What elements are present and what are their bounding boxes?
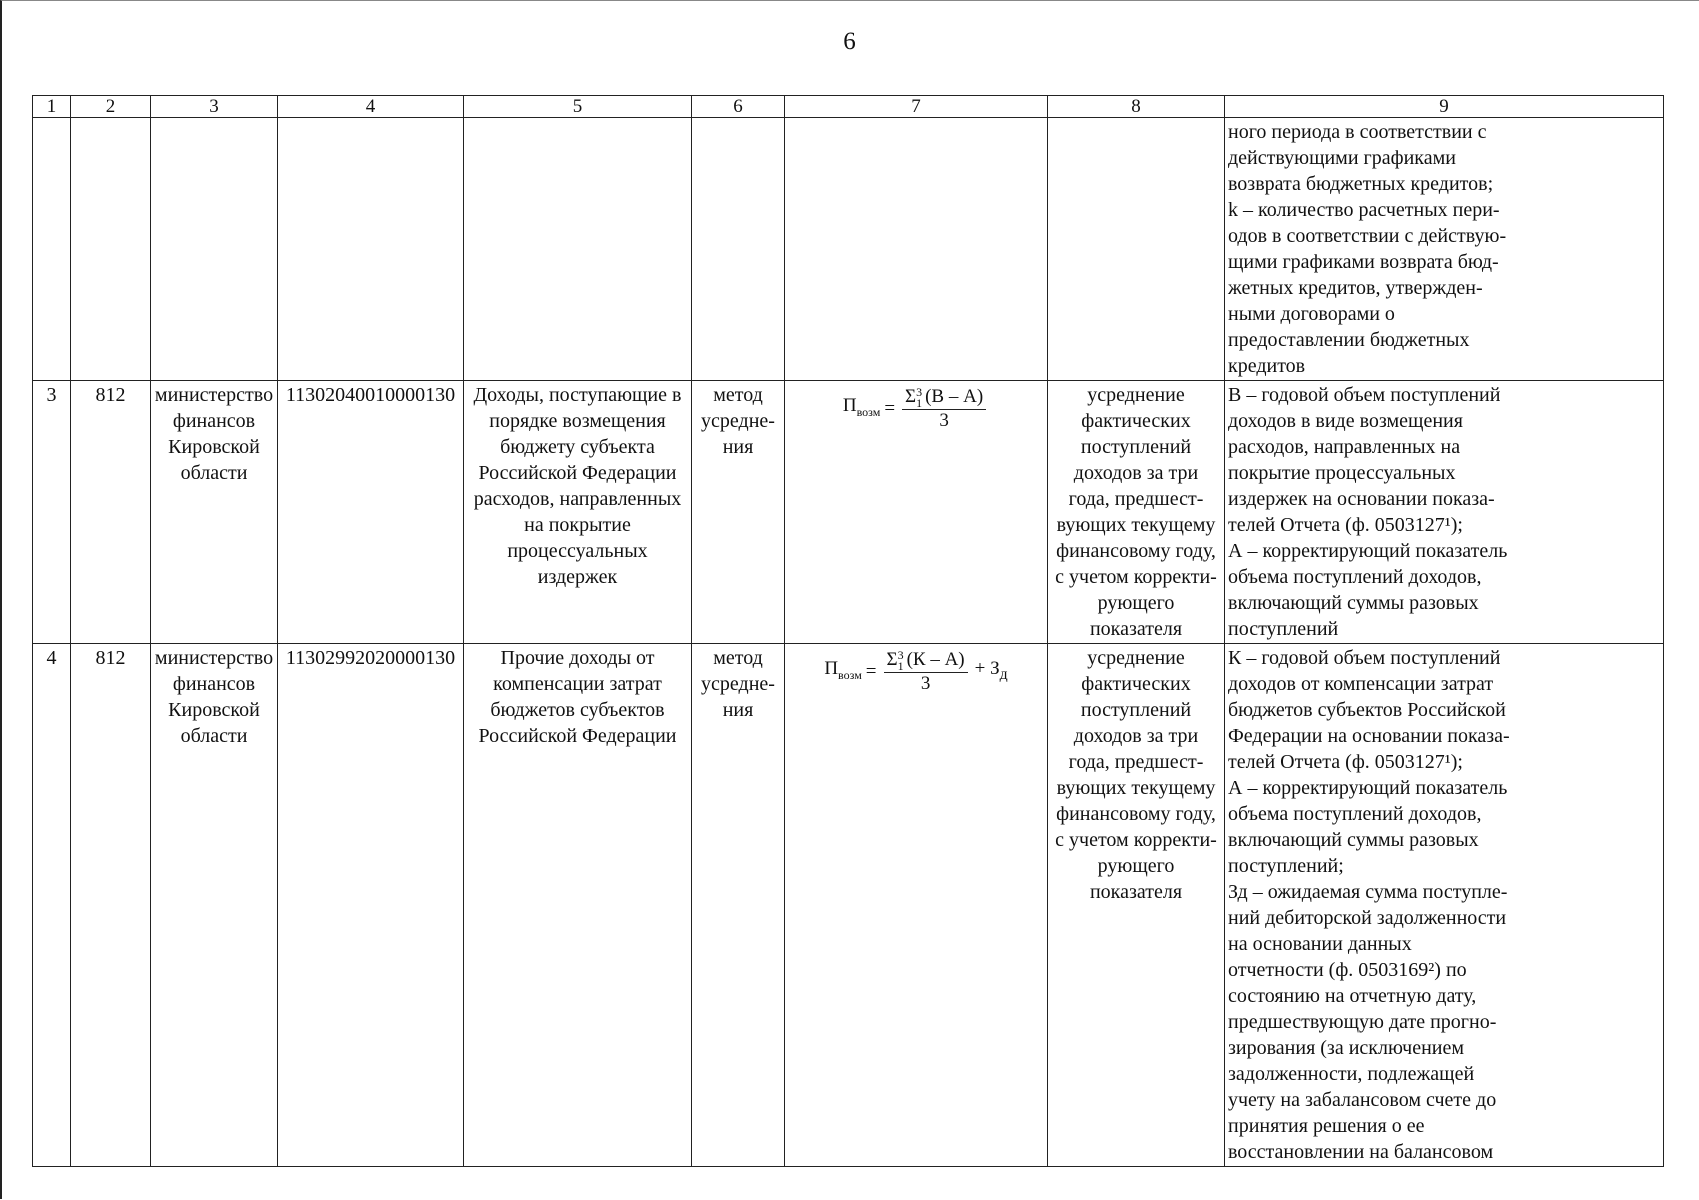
col-header-4: 4 <box>278 96 464 118</box>
formula-lhs: $П_{возм}$ <box>824 657 862 682</box>
col-header-7: 7 <box>785 96 1048 118</box>
formula: $П_{возм}$ = Σ 3 1 (К – А) 3 + $З_д$ <box>824 647 1008 694</box>
methodology-table <box>32 95 1664 1167</box>
cell-administrator: министерство финансов Кировской области <box>151 381 278 644</box>
col-header-2: 2 <box>71 96 151 118</box>
col-header-5: 5 <box>464 96 692 118</box>
cell-algorithm: усреднение фактических поступлений доходов за три года, предшест- вующих текущему финансовому году, с учетом корректи- рующего показателя <box>1048 381 1225 644</box>
header-row <box>33 96 1664 118</box>
col-header-3: 3 <box>151 96 278 118</box>
cell-method: метод усредне- ния <box>692 381 785 644</box>
cell-kbk <box>278 118 464 381</box>
cell-method <box>692 118 785 381</box>
formula-fraction: Σ 3 1 (К – А) 3 <box>884 649 968 695</box>
cell-algorithm <box>1048 118 1225 381</box>
cell-method: метод усредне- ния <box>692 644 785 1167</box>
table-row-3 <box>33 381 1664 644</box>
cell-income-name <box>464 118 692 381</box>
cell-description: ного периода в соответствии с действующими графиками возврата бюджетных кредитов; k – количество расчетных пери- одов в соответствии с действую- щими графиками возврата бюд- жетных кредитов, утвержден- ными договорами о предоставлении бюджетных кредитов <box>1225 118 1664 381</box>
cell-formula <box>785 644 1048 1167</box>
page-number: 6 <box>843 28 856 55</box>
col-header-6: 6 <box>692 96 785 118</box>
col-header-8: 8 <box>1048 96 1225 118</box>
cell-num: 4 <box>33 644 71 1167</box>
cell-kbk: 11302992020000130 <box>278 644 464 1167</box>
cell-description: В – годовой объем поступлений доходов в виде возмещения расходов, направленных на покрытие процессуальных издержек на основании показа- телей Отчета (ф. 0503127¹); А – корректирующий показатель объема поступлений доходов, включающий суммы разовых поступлений <box>1225 381 1664 644</box>
cell-code: 812 <box>71 381 151 644</box>
cell-code <box>71 118 151 381</box>
cell-income-name: Доходы, поступающие в порядке возмещения бюджету субъекта Российской Федерации расходов, направленных на покрытие процессуальных издержек <box>464 381 692 644</box>
cell-formula <box>785 118 1048 381</box>
cell-income-name: Прочие доходы от компенсации затрат бюджетов субъектов Российской Федерации <box>464 644 692 1167</box>
cell-description: К – годовой объем поступлений доходов от компенсации затрат бюджетов субъектов Российской Федерации на основании показа- телей Отчета (ф. 0503127¹); А – корректирующий показатель объема поступлений доходов, включающий суммы разовых поступлений; Зд – ожидаемая сумма поступле- ний дебиторской задолженности на основании данных отчетности (ф. 0503169²) по состоянию на отчетную дату, предшествующую дате прогно- зирования (за исключением задолженности, подлежащей учету на забалансовом счете до принятия решения о ее восстановлении на балансовом <box>1225 644 1664 1167</box>
formula-lhs: $П_{возм}$ <box>842 394 881 419</box>
cell-algorithm: усреднение фактических поступлений доходов за три года, предшест- вующих текущему финансовому году, с учетом корректи- рующего показателя <box>1048 644 1225 1167</box>
cell-num: 3 <box>33 381 71 644</box>
cell-kbk: 11302040010000130 <box>278 381 464 644</box>
table-row-continuation <box>33 118 1664 381</box>
cell-num <box>33 118 71 381</box>
formula-fraction: Σ 3 1 (В – А) 3 <box>902 386 986 432</box>
cell-administrator: министерство финансов Кировской области <box>151 644 278 1167</box>
col-header-9: 9 <box>1225 96 1664 118</box>
col-header-1: 1 <box>33 96 71 118</box>
cell-formula <box>785 381 1048 644</box>
cell-code: 812 <box>71 644 151 1167</box>
formula-tail: + $З_д$ <box>974 657 1008 683</box>
formula: $П_{возм}$ = Σ 3 1 (В – А) 3 <box>843 386 989 432</box>
cell-administrator <box>151 118 278 381</box>
table-row-4 <box>33 644 1664 1167</box>
